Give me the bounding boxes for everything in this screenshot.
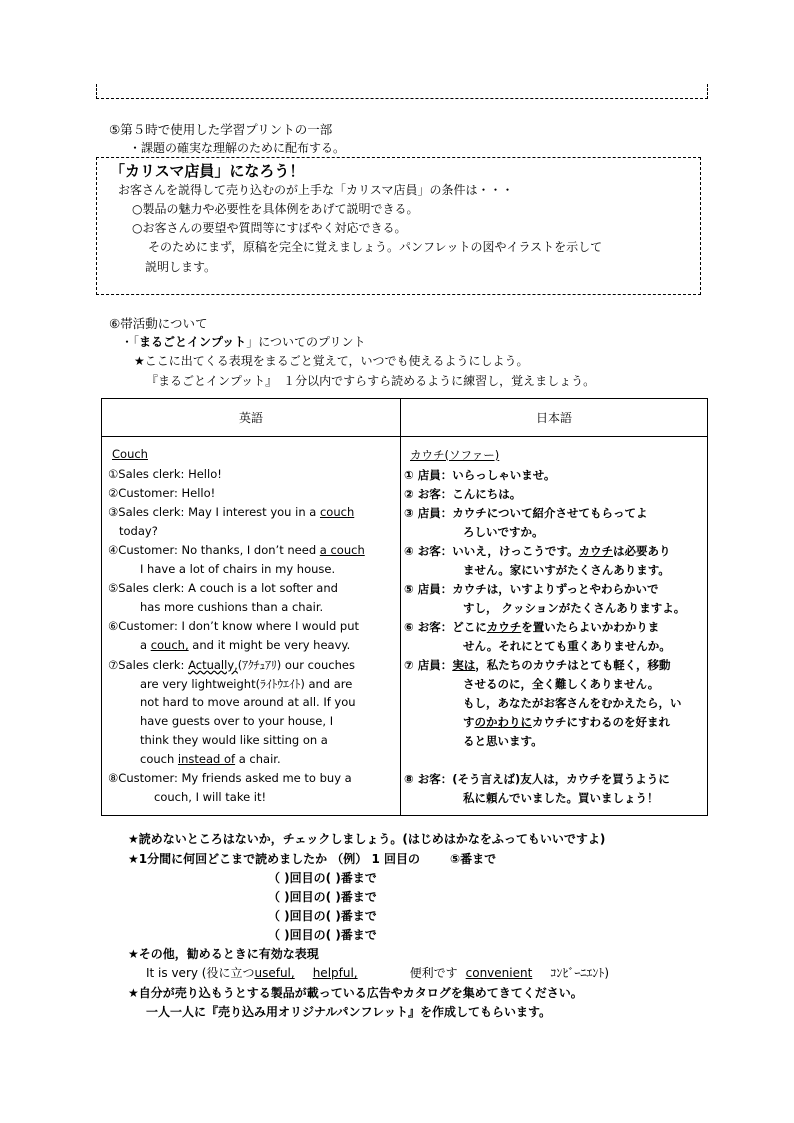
en-line-7-b: are very lightweight(ﾗｲﾄｳｴｲﾄ) and are [140, 677, 353, 691]
japanese-title: カウチ(ソファー) [410, 448, 500, 462]
print-prefix: ・「 [121, 335, 140, 349]
footer-row-3: （ )回目の( )番まで [268, 909, 377, 923]
en-line-8-cont: couch, I will take it! [154, 790, 267, 804]
en-line-4: ④Customer: No thanks, I don’t need a couch [108, 543, 365, 557]
footer-pamphlet: 一人一人に『売り込み用オリジナルパンフレット』を作成してもらいます。 [146, 1005, 552, 1019]
ja-line-5: ⑤ 店員：カウチは，いすよりずっとやわらかいで [404, 582, 659, 596]
en-line-7-e: think they would like sitting on a [140, 733, 328, 747]
column-header-english: 英語 [102, 399, 401, 437]
ja-line-3: ③ 店員：カウチについて紹介させてもらってよ [404, 506, 648, 520]
en-line-5: ⑤Sales clerk: A couch is a lot softer and [108, 581, 338, 595]
ja-line-6: ⑥ お客：どこにカウチを置いたらよいかわかりま [404, 620, 660, 634]
footer-other: ★その他，勧めるときに有効な表現 [128, 947, 319, 961]
ja-line-7-d: すのかわりにカウチにすわるのを好まれ [463, 715, 670, 729]
en-line-3: ③Sales clerk: May I interest you in a couch [108, 505, 355, 519]
en-line-6: ⑥Customer: I don’t know where I would put [108, 619, 360, 633]
charisma-condition-1: ○製品の魅力や必要性を具体例をあげて説明できる。 [132, 202, 419, 216]
en-line-7-c: not hard to move around at all. If you [140, 695, 356, 709]
en-line-3-cont: today? [119, 524, 158, 538]
en-line-6-cont: a couch, and it might be very heavy. [140, 638, 351, 652]
en-line-8: ⑧Customer: My friends asked me to buy a [108, 771, 352, 785]
en-line-1: ①Sales clerk: Hello! [108, 467, 222, 481]
en-line-2: ②Customer: Hello! [108, 486, 216, 500]
en-line-7-f: couch instead of a chair. [140, 752, 281, 766]
ja-line-6-cont: せん。それにとても重くありませんか。 [463, 639, 671, 653]
item6-star: ★ここに出てくる表現をまるごと覚えて，いつでも使えるようにしよう。 [134, 354, 529, 368]
ja-line-4: ④ お客：いいえ，けっこうです。カウチは必要あり [404, 544, 671, 558]
charisma-note-2: 説明します。 [145, 260, 217, 274]
footer-row-2: （ )回目の( )番まで [268, 890, 377, 904]
en-line-4-cont: I have a lot of chairs in my house. [140, 562, 336, 576]
en-line-5-cont: has more cushions than a chair. [140, 600, 324, 614]
en-line-7: ⑦Sales clerk: Actually,(ｱｸﾁｭｱﾘ) our couches [108, 658, 355, 672]
ja-line-7: ⑦ 店員：実は，私たちのカウチはとても軽く，移動 [404, 658, 671, 672]
item5-heading: ⑤第５時で使用した学習プリントの一部 [109, 122, 333, 137]
ja-line-1: ① 店員：いらっしゃいませ。 [404, 468, 556, 482]
continuation-box-bottom [96, 84, 708, 99]
charisma-condition-2: ○お客さんの要望や質問等にすばやく対応できる。 [132, 221, 407, 235]
ja-line-8: ⑧ お客：(そう言えば)友人は，カウチを買うように [404, 772, 670, 786]
charisma-title: 「カリスマ店員」になろう！ [110, 162, 305, 180]
footer-check: ★読めないところはないか，チェックしましょう。(はじめはかなをふってもいいですよ) [128, 832, 606, 846]
ja-line-5-cont: すし， クッションがたくさんありますよ。 [463, 601, 686, 615]
ja-line-7-b: させるのに，全く難しくありません。 [463, 677, 660, 691]
footer-row-1: （ )回目の( )番まで [268, 871, 377, 885]
footer-row-4: （ )回目の( )番まで [268, 928, 377, 942]
english-title: Couch [112, 447, 148, 461]
ja-line-7-e: ると思います。 [463, 734, 543, 748]
japanese-cell [401, 437, 707, 815]
english-cell [102, 437, 400, 815]
ja-line-3-cont: ろしいですか。 [463, 525, 544, 539]
print-suffix: 」についてのプリント [246, 335, 366, 349]
item6-heading: ⑥帯活動について [109, 316, 208, 331]
item6-instruction: 『まるごとインプット』 １分以内ですらすら読めるように練習し，覚えましょう。 [146, 374, 596, 388]
ja-line-2: ② お客：こんにちは。 [404, 487, 522, 501]
ja-line-7-c: もし，あなたがお客さんをむかえたら，い [463, 696, 682, 710]
conversation-table [101, 398, 708, 816]
item6-print [121, 333, 365, 350]
en-line-7-d: have guests over to your house, I [140, 714, 334, 728]
charisma-intro: お客さんを説得して売り込むのが上手な「カリスマ店員」の条件は・・・ [118, 183, 514, 197]
ja-line-8-cont: 私に頼んでいました。買いましょう！ [463, 791, 659, 805]
footer-ads: ★自分が売り込もうとする製品が載っている広告やカタログを集めてきてください。 [128, 986, 583, 1000]
ja-line-4-cont: ません。家にいすがたくさんあります。 [463, 563, 670, 577]
footer-expressions: It is very (役に立つuseful, helpful, 便利です convenient ｺﾝﾋﾞｰﾆｴﾝﾄ) [146, 966, 609, 980]
footer-per-minute: ★1分間に何回どこまで読めましたか （例） 1 回目の ⑤番まで [128, 852, 497, 866]
column-header-japanese: 日本語 [401, 399, 708, 437]
print-title: まるごとインプット [139, 335, 247, 349]
charisma-note-1: そのためにまず，原稿を完全に覚えましょう。パンフレットの図やイラストを示して [148, 240, 603, 254]
item5-note: ・課題の確実な理解のために配布する。 [129, 141, 346, 155]
